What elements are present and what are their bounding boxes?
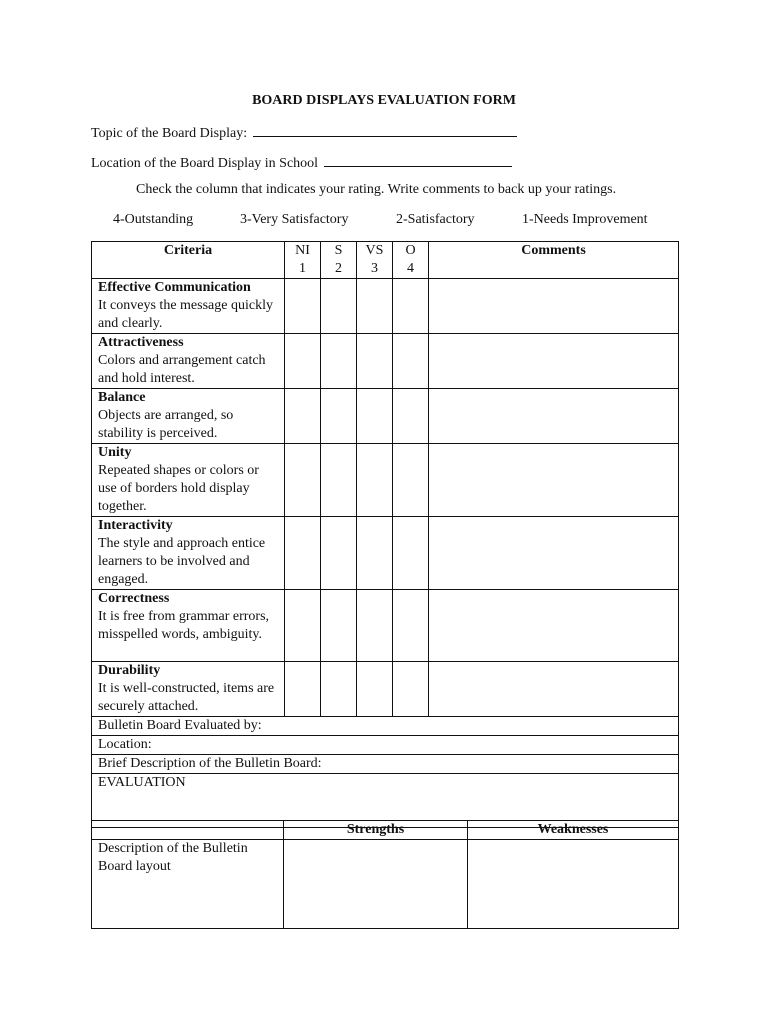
criteria-description: It conveys the message quickly and clearly.: [98, 298, 273, 331]
layout-row: [92, 840, 679, 929]
rating-cell-s[interactable]: [321, 517, 357, 590]
table-row: [92, 279, 679, 334]
rating-cell-o[interactable]: [393, 590, 429, 662]
criteria-name: Correctness: [98, 591, 170, 606]
table-row: [92, 590, 679, 662]
rating-cell-s[interactable]: [321, 444, 357, 517]
table-row: [92, 389, 679, 444]
rating-cell-vs[interactable]: [357, 279, 393, 334]
rating-cell-o[interactable]: [393, 517, 429, 590]
rating-cell-ni[interactable]: [285, 389, 321, 444]
rating-cell-ni[interactable]: [285, 334, 321, 389]
sw-header-row: [92, 821, 679, 840]
brief-description-row: [92, 755, 679, 774]
table-row: [92, 444, 679, 517]
criteria-cell: [92, 334, 285, 389]
criteria-name: Balance: [98, 390, 146, 405]
scale-needs-improvement: 1-Needs Improvement: [522, 212, 648, 227]
criteria-cell: [92, 590, 285, 662]
o-number: 4: [407, 261, 414, 276]
evaluation-field[interactable]: EVALUATION: [92, 774, 679, 828]
rating-cell-vs[interactable]: [357, 662, 393, 717]
rating-cell-o[interactable]: [393, 334, 429, 389]
rating-cell-s[interactable]: [321, 334, 357, 389]
criteria-description: It is free from grammar errors, misspelled words, ambiguity.: [98, 609, 270, 642]
rating-cell-vs[interactable]: [357, 517, 393, 590]
rating-cell-ni[interactable]: [285, 279, 321, 334]
vs-abbr: VS: [365, 243, 384, 258]
strengths-cell[interactable]: [284, 840, 468, 929]
evaluation-table: [91, 241, 679, 828]
rating-cell-vs[interactable]: [357, 389, 393, 444]
comments-cell[interactable]: [429, 389, 679, 444]
criteria-cell: [92, 662, 285, 717]
rating-cell-s[interactable]: [321, 590, 357, 662]
rating-cell-s[interactable]: [321, 279, 357, 334]
strengths-weaknesses-table: [91, 820, 679, 929]
rating-cell-vs[interactable]: [357, 590, 393, 662]
o-abbr: O: [405, 243, 416, 258]
vs-header: [357, 242, 393, 279]
topic-blank[interactable]: [253, 122, 517, 137]
comments-cell[interactable]: [429, 279, 679, 334]
evaluated-by-row: [92, 717, 679, 736]
sw-blank-header: [92, 821, 284, 840]
scale-satisfactory: 2-Satisfactory: [396, 212, 475, 227]
criteria-name: Unity: [98, 445, 132, 460]
weaknesses-cell[interactable]: [468, 840, 679, 929]
table-header-row: [92, 242, 679, 279]
ni-header: [285, 242, 321, 279]
comments-cell[interactable]: [429, 444, 679, 517]
rating-cell-ni[interactable]: [285, 590, 321, 662]
comments-cell[interactable]: [429, 334, 679, 389]
o-header: [393, 242, 429, 279]
rating-cell-o[interactable]: [393, 279, 429, 334]
location-blank[interactable]: [324, 152, 512, 167]
s-abbr: S: [334, 243, 343, 258]
s-number: 2: [335, 261, 342, 276]
instruction-text: Check the column that indicates your rating. Write comments to back up your ratings.: [136, 182, 617, 197]
rating-cell-o[interactable]: [393, 389, 429, 444]
comments-cell[interactable]: [429, 662, 679, 717]
criteria-name: Interactivity: [98, 518, 173, 533]
criteria-cell: [92, 389, 285, 444]
table-row: [92, 517, 679, 590]
ni-abbr: NI: [295, 243, 310, 258]
comments-header: Comments: [429, 242, 679, 279]
rating-cell-s[interactable]: [321, 662, 357, 717]
strengths-header: Strengths: [284, 821, 468, 840]
location-label: Location of the Board Display in School: [91, 156, 319, 171]
layout-description-label: Description of the Bulletin Board layout: [92, 840, 284, 929]
criteria-name: Effective Communication: [98, 280, 251, 295]
criteria-description: It is well-constructed, items are securely attached.: [98, 681, 275, 714]
vs-number: 3: [371, 261, 378, 276]
comments-cell[interactable]: [429, 590, 679, 662]
criteria-description: Objects are arranged, so stability is perceived.: [98, 408, 234, 441]
scale-outstanding: 4-Outstanding: [113, 212, 194, 227]
rating-cell-ni[interactable]: [285, 662, 321, 717]
criteria-name: Durability: [98, 663, 161, 678]
rating-cell-o[interactable]: [393, 662, 429, 717]
evaluated-by-field[interactable]: Bulletin Board Evaluated by:: [92, 717, 679, 736]
rating-cell-ni[interactable]: [285, 444, 321, 517]
brief-description-field[interactable]: Brief Description of the Bulletin Board:: [92, 755, 679, 774]
table-row: [92, 662, 679, 717]
weaknesses-header: Weaknesses: [468, 821, 679, 840]
rating-cell-vs[interactable]: [357, 444, 393, 517]
s-header: [321, 242, 357, 279]
criteria-name: Attractiveness: [98, 335, 184, 350]
criteria-cell: [92, 279, 285, 334]
rating-cell-ni[interactable]: [285, 517, 321, 590]
rating-cell-vs[interactable]: [357, 334, 393, 389]
criteria-description: Colors and arrangement catch and hold interest.: [98, 353, 266, 386]
rating-cell-s[interactable]: [321, 389, 357, 444]
ni-number: 1: [299, 261, 306, 276]
location-row: [92, 736, 679, 755]
table-row: [92, 334, 679, 389]
location-line: [91, 152, 512, 172]
rating-cell-o[interactable]: [393, 444, 429, 517]
location-field[interactable]: Location:: [92, 736, 679, 755]
criteria-description: Repeated shapes or colors or use of borders hold display together.: [98, 463, 259, 514]
criteria-cell: [92, 517, 285, 590]
form-title: BOARD DISPLAYS EVALUATION FORM: [252, 93, 516, 108]
scale-very-satisfactory: 3-Very Satisfactory: [240, 212, 349, 227]
criteria-description: The style and approach entice learners to be involved and engaged.: [98, 536, 266, 587]
topic-label: Topic of the Board Display:: [91, 126, 248, 141]
criteria-cell: [92, 444, 285, 517]
criteria-header: Criteria: [92, 242, 285, 279]
topic-line: [91, 122, 517, 142]
comments-cell[interactable]: [429, 517, 679, 590]
